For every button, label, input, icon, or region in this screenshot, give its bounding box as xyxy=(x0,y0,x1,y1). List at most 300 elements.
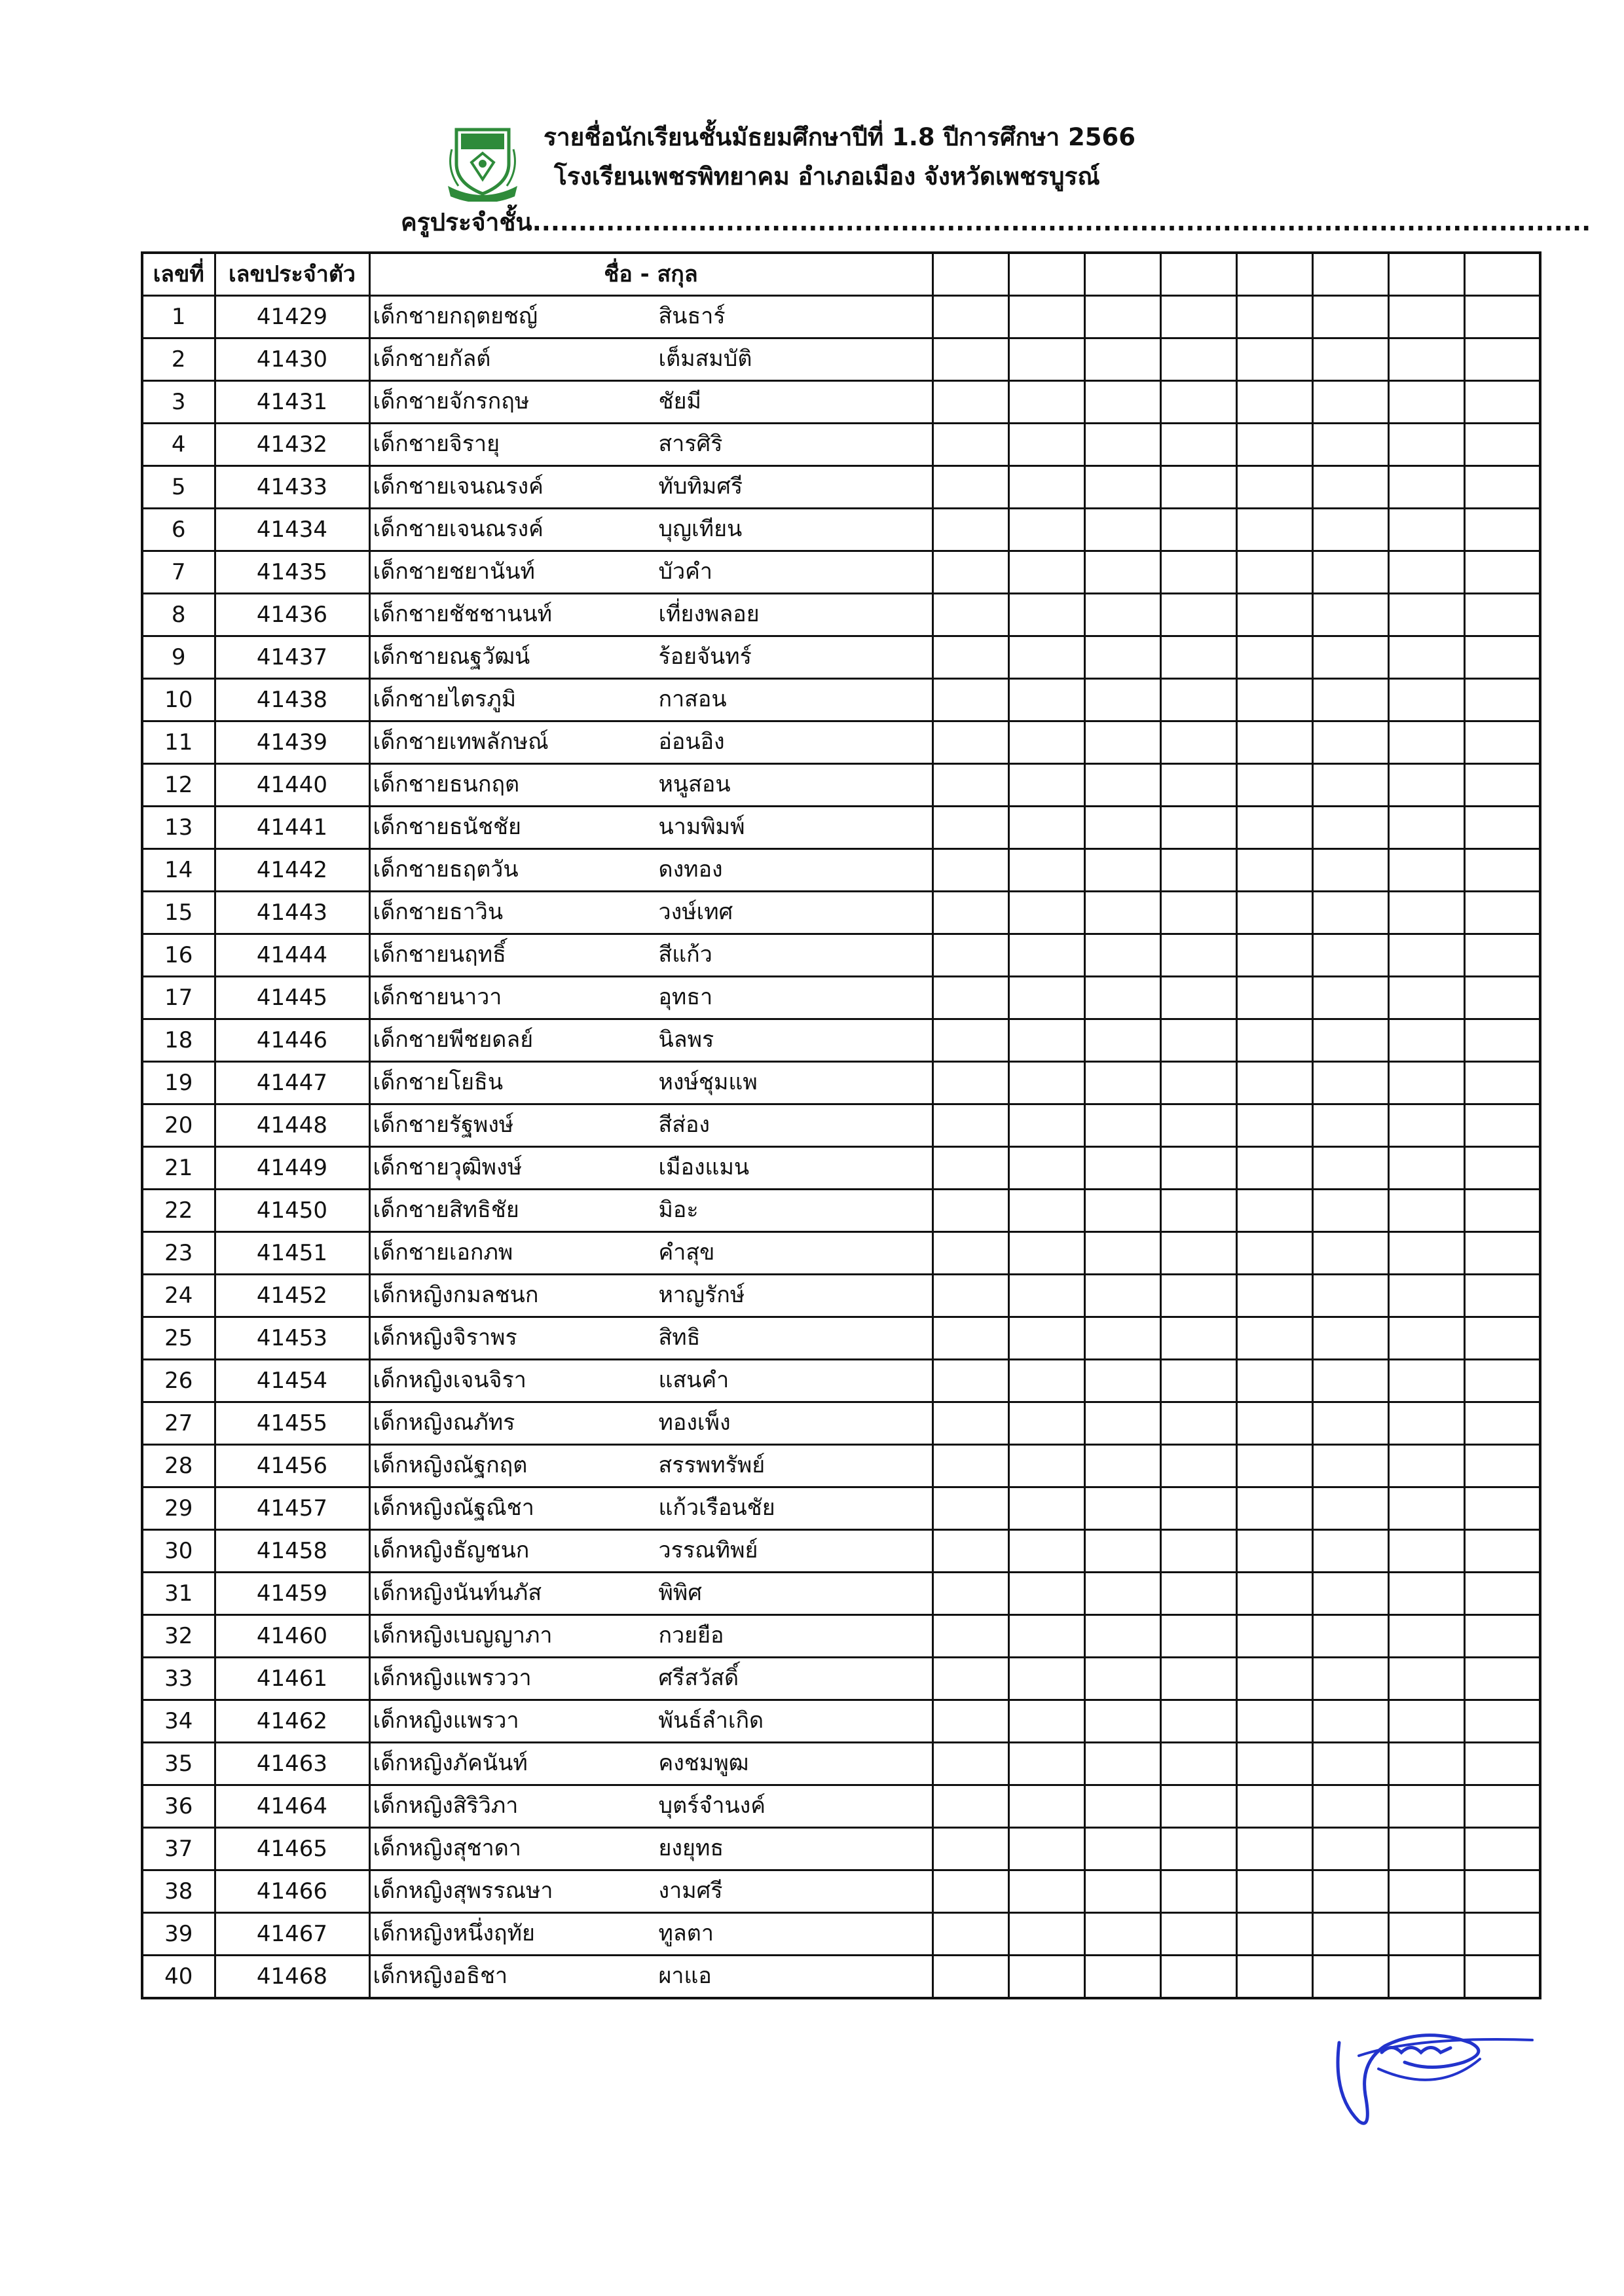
student-id: 41461 xyxy=(215,1658,369,1700)
blank-cell xyxy=(1464,764,1540,807)
student-first-name: เด็กชายจิรายุ xyxy=(373,431,500,457)
student-last-name: เที่ยงพลอย xyxy=(658,601,760,627)
student-last-name: ทับทิมศรี xyxy=(658,473,743,500)
student-name-cell xyxy=(369,807,932,849)
student-last-name: คำสุข xyxy=(658,1239,715,1266)
blank-cell xyxy=(1236,509,1312,551)
blank-cell xyxy=(1312,977,1388,1019)
blank-cell xyxy=(1388,551,1464,594)
blank-cell xyxy=(1084,679,1160,721)
student-name-cell xyxy=(369,1275,932,1317)
blank-cell xyxy=(1160,807,1236,849)
blank-cell xyxy=(1312,1019,1388,1062)
table-row xyxy=(142,934,1540,977)
table-row xyxy=(142,1956,1540,1999)
blank-cell xyxy=(1388,381,1464,424)
student-first-name: เด็กชายเทพลักษณ์ xyxy=(373,729,549,755)
student-name-cell xyxy=(369,764,932,807)
row-number: 20 xyxy=(142,1104,215,1147)
blank-cell xyxy=(1236,551,1312,594)
student-last-name: ศรีสวัสดิ์ xyxy=(658,1665,739,1691)
blank-cell xyxy=(1084,551,1160,594)
blank-cell xyxy=(1008,424,1084,466)
header-blank xyxy=(1084,253,1160,296)
student-name-cell xyxy=(369,1870,932,1913)
blank-cell xyxy=(1388,338,1464,381)
student-name-cell xyxy=(369,636,932,679)
student-first-name: เด็กหญิงเบญญาภา xyxy=(373,1622,553,1649)
blank-cell xyxy=(1160,892,1236,934)
blank-cell xyxy=(932,1828,1008,1870)
student-id: 41437 xyxy=(215,636,369,679)
table-row xyxy=(142,679,1540,721)
blank-cell xyxy=(1008,1445,1084,1487)
blank-cell xyxy=(1084,892,1160,934)
blank-cell xyxy=(1160,1019,1236,1062)
blank-cell xyxy=(1312,509,1388,551)
student-last-name: มิอะ xyxy=(658,1197,699,1223)
table-row xyxy=(142,594,1540,636)
blank-cell xyxy=(1236,338,1312,381)
student-last-name: ชัยมี xyxy=(658,388,701,414)
blank-cell xyxy=(932,679,1008,721)
row-number: 18 xyxy=(142,1019,215,1062)
blank-cell xyxy=(1084,1573,1160,1615)
student-id: 41464 xyxy=(215,1785,369,1828)
row-number: 19 xyxy=(142,1062,215,1104)
blank-cell xyxy=(932,1530,1008,1573)
blank-cell xyxy=(1236,594,1312,636)
student-first-name: เด็กหญิงจิราพร xyxy=(373,1324,517,1351)
student-name-cell xyxy=(369,594,932,636)
blank-cell xyxy=(1160,849,1236,892)
student-first-name: เด็กชายจักรกฤษ xyxy=(373,388,530,414)
student-name-cell xyxy=(369,849,932,892)
student-id: 41445 xyxy=(215,977,369,1019)
row-number: 17 xyxy=(142,977,215,1019)
student-last-name: สรรพทรัพย์ xyxy=(658,1452,766,1478)
blank-cell xyxy=(1008,679,1084,721)
blank-cell xyxy=(1236,1445,1312,1487)
blank-cell xyxy=(1160,721,1236,764)
row-number: 37 xyxy=(142,1828,215,1870)
blank-cell xyxy=(1084,807,1160,849)
table-row xyxy=(142,1317,1540,1360)
row-number: 28 xyxy=(142,1445,215,1487)
table-row xyxy=(142,1913,1540,1956)
blank-cell xyxy=(1084,1913,1160,1956)
student-first-name: เด็กชายไตรภูมิ xyxy=(373,686,517,712)
blank-cell xyxy=(1008,1104,1084,1147)
blank-cell xyxy=(1160,764,1236,807)
blank-cell xyxy=(1464,934,1540,977)
blank-cell xyxy=(1160,1956,1236,1999)
blank-cell xyxy=(1388,466,1464,509)
blank-cell xyxy=(1236,1487,1312,1530)
header-blank xyxy=(1464,253,1540,296)
blank-cell xyxy=(1312,296,1388,338)
student-last-name: วรรณทิพย์ xyxy=(658,1537,758,1563)
student-last-name: บุตร์จำนงค์ xyxy=(658,1793,766,1819)
student-first-name: เด็กหญิงนันท์นภัส xyxy=(373,1580,542,1606)
blank-cell xyxy=(932,1147,1008,1190)
blank-cell xyxy=(1388,1658,1464,1700)
table-row xyxy=(142,1275,1540,1317)
blank-cell xyxy=(1008,594,1084,636)
blank-cell xyxy=(1008,1700,1084,1743)
blank-cell xyxy=(1084,934,1160,977)
blank-cell xyxy=(1464,1785,1540,1828)
blank-cell xyxy=(1464,977,1540,1019)
blank-cell xyxy=(1312,594,1388,636)
student-first-name: เด็กชายโยธิน xyxy=(373,1069,504,1095)
blank-cell xyxy=(1388,636,1464,679)
blank-cell xyxy=(1084,1700,1160,1743)
blank-cell xyxy=(1084,1743,1160,1785)
student-id: 41468 xyxy=(215,1956,369,1999)
table-row xyxy=(142,296,1540,338)
blank-cell xyxy=(1236,1785,1312,1828)
student-last-name: พิพิศ xyxy=(658,1580,702,1606)
student-first-name: เด็กชายเจนณรงค์ xyxy=(373,516,544,542)
student-first-name: เด็กชายเอกภพ xyxy=(373,1239,513,1266)
student-last-name: อุทธา xyxy=(658,984,713,1010)
blank-cell xyxy=(1008,636,1084,679)
student-name-cell xyxy=(369,1445,932,1487)
blank-cell xyxy=(1008,381,1084,424)
blank-cell xyxy=(1160,509,1236,551)
blank-cell xyxy=(1464,551,1540,594)
blank-cell xyxy=(1084,1487,1160,1530)
homeroom-teacher-line: ครูประจำชั้น................................................................................................................... xyxy=(401,208,1591,236)
blank-cell xyxy=(1464,1147,1540,1190)
student-name-cell xyxy=(369,424,932,466)
table-row xyxy=(142,1360,1540,1402)
blank-cell xyxy=(1312,807,1388,849)
blank-cell xyxy=(1312,1062,1388,1104)
student-name-cell xyxy=(369,1615,932,1658)
blank-cell xyxy=(1388,424,1464,466)
header-blank xyxy=(1236,253,1312,296)
header-blank xyxy=(1312,253,1388,296)
student-id: 41439 xyxy=(215,721,369,764)
student-id: 41465 xyxy=(215,1828,369,1870)
row-number: 13 xyxy=(142,807,215,849)
blank-cell xyxy=(932,1104,1008,1147)
table-row xyxy=(142,381,1540,424)
blank-cell xyxy=(1236,1360,1312,1402)
student-last-name: ยงยุทธ xyxy=(658,1835,724,1861)
student-id: 41444 xyxy=(215,934,369,977)
blank-cell xyxy=(932,594,1008,636)
student-name-cell xyxy=(369,1104,932,1147)
student-last-name: อ่อนอิง xyxy=(658,729,725,755)
row-number: 3 xyxy=(142,381,215,424)
student-id: 41466 xyxy=(215,1870,369,1913)
blank-cell xyxy=(1236,1317,1312,1360)
row-number: 23 xyxy=(142,1232,215,1275)
student-id: 41457 xyxy=(215,1487,369,1530)
blank-cell xyxy=(1160,636,1236,679)
blank-cell xyxy=(1312,1785,1388,1828)
blank-cell xyxy=(1008,721,1084,764)
blank-cell xyxy=(1160,1232,1236,1275)
student-id: 41459 xyxy=(215,1573,369,1615)
student-first-name: เด็กชายวุฒิพงษ์ xyxy=(373,1154,523,1180)
blank-cell xyxy=(1008,849,1084,892)
blank-cell xyxy=(1464,594,1540,636)
student-name-cell xyxy=(369,1062,932,1104)
student-last-name: ดงทอง xyxy=(658,856,723,883)
blank-cell xyxy=(1008,509,1084,551)
student-id: 41441 xyxy=(215,807,369,849)
student-id: 41452 xyxy=(215,1275,369,1317)
blank-cell xyxy=(1388,1019,1464,1062)
row-number: 12 xyxy=(142,764,215,807)
blank-cell xyxy=(1160,466,1236,509)
blank-cell xyxy=(1236,721,1312,764)
blank-cell xyxy=(1388,509,1464,551)
student-first-name: เด็กชายณฐวัฒน์ xyxy=(373,644,530,670)
blank-cell xyxy=(1236,849,1312,892)
blank-cell xyxy=(1084,296,1160,338)
blank-cell xyxy=(932,1870,1008,1913)
student-first-name: เด็กชายกัลต์ xyxy=(373,346,491,372)
blank-cell xyxy=(1084,977,1160,1019)
student-id: 41433 xyxy=(215,466,369,509)
blank-cell xyxy=(1008,1743,1084,1785)
row-number: 16 xyxy=(142,934,215,977)
student-first-name: เด็กหญิงสุพรรณษา xyxy=(373,1878,553,1904)
blank-cell xyxy=(1084,466,1160,509)
student-first-name: เด็กหญิงณภัทร xyxy=(373,1410,515,1436)
blank-cell xyxy=(1008,934,1084,977)
student-first-name: เด็กชายนฤทธิ์ xyxy=(373,941,506,968)
blank-cell xyxy=(1160,1062,1236,1104)
student-first-name: เด็กชายธฤตวัน xyxy=(373,856,519,883)
student-last-name: นิลพร xyxy=(658,1027,714,1053)
blank-cell xyxy=(1008,551,1084,594)
row-number: 38 xyxy=(142,1870,215,1913)
blank-cell xyxy=(1008,1190,1084,1232)
blank-cell xyxy=(1084,1445,1160,1487)
student-id: 41436 xyxy=(215,594,369,636)
table-row xyxy=(142,1445,1540,1487)
blank-cell xyxy=(1160,1913,1236,1956)
blank-cell xyxy=(1084,1402,1160,1445)
blank-cell xyxy=(1312,1530,1388,1573)
blank-cell xyxy=(1388,892,1464,934)
blank-cell xyxy=(1160,424,1236,466)
student-id: 41446 xyxy=(215,1019,369,1062)
blank-cell xyxy=(1160,1445,1236,1487)
student-first-name: เด็กชายธาวิน xyxy=(373,899,504,925)
row-number: 31 xyxy=(142,1573,215,1615)
student-last-name: เมืองแมน xyxy=(658,1154,750,1180)
blank-cell xyxy=(932,764,1008,807)
blank-cell xyxy=(1312,892,1388,934)
blank-cell xyxy=(1312,381,1388,424)
student-name-cell xyxy=(369,892,932,934)
student-name-cell xyxy=(369,1402,932,1445)
student-id: 41442 xyxy=(215,849,369,892)
blank-cell xyxy=(1160,679,1236,721)
blank-cell xyxy=(1312,466,1388,509)
blank-cell xyxy=(1008,338,1084,381)
blank-cell xyxy=(1160,1615,1236,1658)
blank-cell xyxy=(1312,1573,1388,1615)
student-last-name: สีแก้ว xyxy=(658,941,712,968)
student-last-name: บัวคำ xyxy=(658,558,713,585)
blank-cell xyxy=(1312,551,1388,594)
title-line-2: โรงเรียนเพชรพิทยาคม อำเภอเมือง จังหวัดเพชรบูรณ์ xyxy=(554,162,1100,191)
student-last-name: สินธาร์ xyxy=(658,303,726,329)
blank-cell xyxy=(1084,509,1160,551)
blank-cell xyxy=(1008,807,1084,849)
student-first-name: เด็กหญิงณัฐณิชา xyxy=(373,1495,534,1521)
blank-cell xyxy=(1236,1019,1312,1062)
blank-cell xyxy=(1388,1700,1464,1743)
blank-cell xyxy=(1312,1402,1388,1445)
table-row xyxy=(142,1658,1540,1700)
table-row xyxy=(142,977,1540,1019)
blank-cell xyxy=(1160,1870,1236,1913)
blank-cell xyxy=(1084,594,1160,636)
row-number: 25 xyxy=(142,1317,215,1360)
blank-cell xyxy=(1008,1487,1084,1530)
blank-cell xyxy=(1236,1956,1312,1999)
student-first-name: เด็กหญิงธัญชนก xyxy=(373,1537,530,1563)
row-number: 22 xyxy=(142,1190,215,1232)
blank-cell xyxy=(1464,1530,1540,1573)
blank-cell xyxy=(1388,679,1464,721)
table-row xyxy=(142,636,1540,679)
row-number: 5 xyxy=(142,466,215,509)
blank-cell xyxy=(1388,1190,1464,1232)
row-number: 10 xyxy=(142,679,215,721)
table-row xyxy=(142,1870,1540,1913)
row-number: 29 xyxy=(142,1487,215,1530)
blank-cell xyxy=(1084,1190,1160,1232)
table-row xyxy=(142,1785,1540,1828)
blank-cell xyxy=(1236,1743,1312,1785)
blank-cell xyxy=(1084,1828,1160,1870)
blank-cell xyxy=(1236,807,1312,849)
blank-cell xyxy=(1236,1062,1312,1104)
student-id: 41467 xyxy=(215,1913,369,1956)
blank-cell xyxy=(1464,1913,1540,1956)
table-row xyxy=(142,1019,1540,1062)
student-last-name: งามศรี xyxy=(658,1878,723,1904)
blank-cell xyxy=(1464,1402,1540,1445)
blank-cell xyxy=(1464,1104,1540,1147)
row-number: 26 xyxy=(142,1360,215,1402)
blank-cell xyxy=(1160,1317,1236,1360)
blank-cell xyxy=(932,1573,1008,1615)
blank-cell xyxy=(1008,1360,1084,1402)
blank-cell xyxy=(1008,1913,1084,1956)
blank-cell xyxy=(1236,764,1312,807)
blank-cell xyxy=(1008,1956,1084,1999)
blank-cell xyxy=(1160,1828,1236,1870)
blank-cell xyxy=(1160,1275,1236,1317)
student-last-name: ทูลตา xyxy=(658,1920,714,1946)
blank-cell xyxy=(1236,977,1312,1019)
blank-cell xyxy=(1160,934,1236,977)
blank-cell xyxy=(1312,934,1388,977)
student-last-name: ผาแอ xyxy=(658,1963,712,1989)
blank-cell xyxy=(1160,551,1236,594)
blank-cell xyxy=(1160,381,1236,424)
blank-cell xyxy=(1312,1487,1388,1530)
table-row xyxy=(142,721,1540,764)
blank-cell xyxy=(1388,1956,1464,1999)
blank-cell xyxy=(1160,1658,1236,1700)
row-number: 27 xyxy=(142,1402,215,1445)
student-last-name: วงษ์เทศ xyxy=(658,899,733,925)
blank-cell xyxy=(1388,849,1464,892)
blank-cell xyxy=(1464,424,1540,466)
student-name-cell xyxy=(369,1828,932,1870)
blank-cell xyxy=(1160,1190,1236,1232)
student-id: 41454 xyxy=(215,1360,369,1402)
blank-cell xyxy=(932,466,1008,509)
blank-cell xyxy=(1388,1360,1464,1402)
header-blank xyxy=(1388,253,1464,296)
blank-cell xyxy=(1388,1232,1464,1275)
student-first-name: เด็กหญิงสุชาดา xyxy=(373,1835,521,1861)
blank-cell xyxy=(932,381,1008,424)
blank-cell xyxy=(1160,1487,1236,1530)
student-roster-table xyxy=(141,251,1541,1999)
student-id: 41443 xyxy=(215,892,369,934)
blank-cell xyxy=(1084,1147,1160,1190)
student-name-cell xyxy=(369,381,932,424)
row-number: 14 xyxy=(142,849,215,892)
blank-cell xyxy=(1236,1615,1312,1658)
blank-cell xyxy=(1464,296,1540,338)
student-last-name: กวยยือ xyxy=(658,1622,724,1649)
row-number: 36 xyxy=(142,1785,215,1828)
blank-cell xyxy=(1464,466,1540,509)
student-id: 41447 xyxy=(215,1062,369,1104)
row-number: 32 xyxy=(142,1615,215,1658)
roster-body xyxy=(142,296,1540,1999)
blank-cell xyxy=(1008,1317,1084,1360)
row-number: 7 xyxy=(142,551,215,594)
blank-cell xyxy=(1008,892,1084,934)
blank-cell xyxy=(1160,977,1236,1019)
student-first-name: เด็กชายชยานันท์ xyxy=(373,558,535,585)
blank-cell xyxy=(1084,1104,1160,1147)
student-id: 41453 xyxy=(215,1317,369,1360)
blank-cell xyxy=(1008,466,1084,509)
blank-cell xyxy=(1236,636,1312,679)
blank-cell xyxy=(1236,1700,1312,1743)
blank-cell xyxy=(1464,1275,1540,1317)
blank-cell xyxy=(932,424,1008,466)
blank-cell xyxy=(1008,977,1084,1019)
student-name-cell xyxy=(369,466,932,509)
student-last-name: กาสอน xyxy=(658,686,727,712)
student-name-cell xyxy=(369,1658,932,1700)
blank-cell xyxy=(1464,509,1540,551)
blank-cell xyxy=(1388,296,1464,338)
blank-cell xyxy=(1008,1615,1084,1658)
student-name-cell xyxy=(369,509,932,551)
student-name-cell xyxy=(369,1317,932,1360)
blank-cell xyxy=(1388,1743,1464,1785)
